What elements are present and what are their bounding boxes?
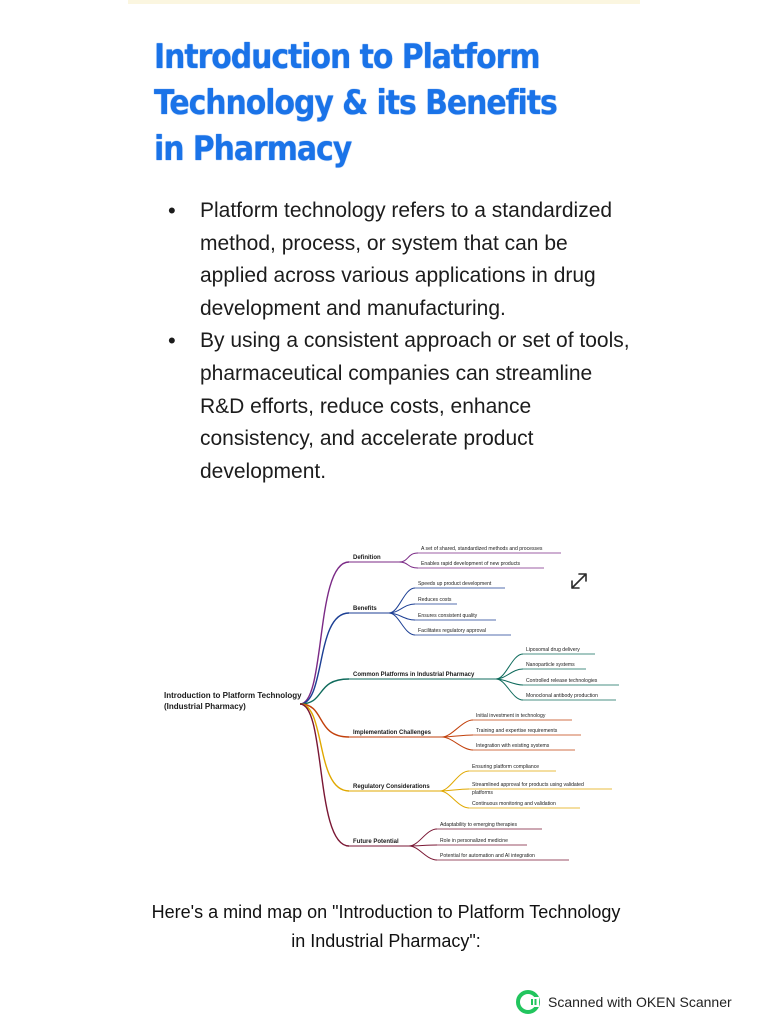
mind-map-root-label: Introduction to Platform Technology: [164, 691, 302, 700]
mind-map-leaf-connector: [442, 737, 473, 750]
mind-map-branch-connector: [300, 704, 349, 791]
mind-map-branch-label: Definition: [353, 555, 381, 561]
mind-map-leaf-label: Ensuring platform compliance: [472, 764, 540, 770]
scanner-watermark: [516, 990, 732, 1014]
mind-map-branch-label: Future Potential: [353, 839, 399, 845]
expand-icon[interactable]: [572, 574, 586, 588]
bullet-dot-icon: •: [168, 328, 176, 354]
mind-map-leaf-label: Nanoparticle systems: [526, 662, 575, 668]
mind-map-branch-label: Regulatory Considerations: [353, 784, 430, 790]
mind-map-leaf-connector: [399, 562, 418, 568]
mind-map-leaf-label: Training and expertise requirements: [476, 728, 558, 734]
page-title: Introduction to Platform Technology & its Benefits in Pharmacy: [154, 37, 557, 169]
mind-map-leaf-connector: [409, 829, 437, 846]
mind-map-leaf-connector: [442, 720, 473, 737]
mind-map-leaf-label: Speeds up product development: [418, 581, 492, 587]
mind-map-leaf-label: Initial investment in technology: [476, 713, 546, 719]
mind-map-leaf-label: Potential for automation and AI integration: [440, 853, 535, 859]
mind-map-leaf-label: Streamlined approval for products using validated: [472, 782, 584, 788]
mind-map-leaf-label: A set of shared, standardized methods and processes: [421, 546, 543, 552]
mind-map-leaf-label: Reduces costs: [418, 597, 452, 603]
scanner-label: Scanned with OKEN Scanner: [548, 994, 732, 1010]
mind-map-root-label: (Industrial Pharmacy): [164, 702, 246, 711]
bullet-text: Platform technology refers to a standardized method, process, or system that can be applied across various applications in drug development and manufacturing.: [200, 199, 613, 320]
bullet-dot-icon: •: [168, 198, 176, 223]
mind-map-branch-connector: [300, 613, 349, 704]
mind-map-leaf-label: platforms: [472, 790, 493, 796]
oken-scanner-logo-icon: [516, 990, 540, 1014]
mind-map-leaf-label: Enables rapid development of new products: [421, 561, 521, 567]
bullet-text: By using a consistent approach or set of tools, pharmaceutical companies can streamline R&D efforts, reduce costs, enhance consistency, and accelerate product development.: [200, 329, 630, 483]
mind-map-caption: Here's a mind map on "Introduction to Platform Technology in Industrial Pharmacy":: [151, 902, 621, 951]
bullet-item: [164, 195, 634, 325]
mind-map-leaf-label: Adaptability to emerging therapies: [440, 822, 518, 828]
mind-map-leaf-label: Monoclonal antibody production: [526, 693, 598, 699]
mind-map-leaf-connector: [399, 553, 418, 562]
mind-map-leaf-label: Role in personalized medicine: [440, 838, 508, 844]
mind-map-leaf-label: Liposomal drug delivery: [526, 647, 580, 653]
mind-map-connectors: [300, 553, 619, 860]
mind-map-leaf-label: Continuous monitoring and validation: [472, 801, 556, 807]
mind-map-leaf-connector: [409, 846, 437, 860]
bullet-list: [164, 195, 634, 488]
mind-map-leaf-label: Integration with existing systems: [476, 743, 550, 749]
mind-map-leaf-label: Ensures consistent quality: [418, 613, 478, 619]
top-strip: [128, 0, 640, 4]
mind-map-branch-label: Benefits: [353, 606, 377, 612]
mind-map-branch-connector: [300, 562, 349, 704]
mind-map-branch-label: Common Platforms in Industrial Pharmacy: [353, 672, 475, 678]
mind-map-leaf-connector: [389, 588, 415, 613]
mind-map-leaf-connector: [496, 654, 523, 679]
bullet-item: [164, 325, 634, 488]
mind-map-leaf-label: Facilitates regulatory approval: [418, 628, 486, 634]
mind-map-branch-label: Implementation Challenges: [353, 730, 432, 736]
mind-map-labels: [164, 546, 598, 859]
mind-map-leaf-connector: [440, 771, 469, 791]
mind-map: [160, 542, 620, 868]
mind-map-leaf-label: Controlled release technologies: [526, 678, 598, 684]
mind-map-leaf-connector: [440, 791, 469, 808]
